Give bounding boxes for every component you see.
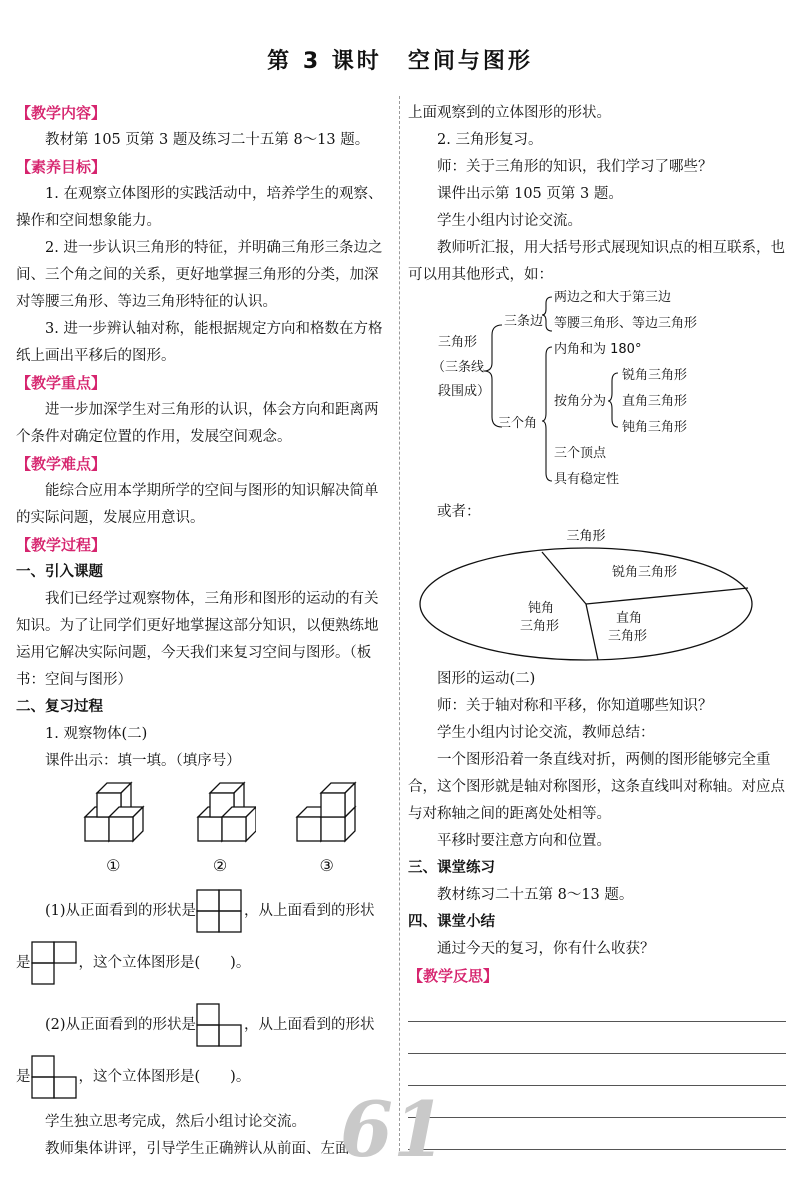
reflection-line[interactable] — [408, 1086, 786, 1118]
tree-root-sub1: （三条线 — [432, 360, 485, 375]
cube-drawing-1 — [77, 781, 149, 845]
q1-front-shape — [196, 889, 244, 933]
column-divider — [399, 96, 400, 1156]
axis-text: 一个图形沿着一条直线对折，两侧的图形能够完全重合，这个图形就是轴对称图形，这条直线叫对称轴。对应点与对称轴之间的距离处处相等。 — [408, 752, 785, 822]
summary-text: 学生小组内讨论交流，教师总结： — [437, 725, 655, 741]
q1-answer-text: ，这个立体图形是( — [78, 955, 201, 971]
tree-root: 三角形 — [438, 335, 478, 350]
tree-angle-sum: 内角和为 180° — [554, 342, 642, 357]
q2-top-text: ，从上面看到的形状 — [244, 1017, 375, 1033]
lesson-topic: 空间与图形 — [407, 49, 533, 74]
section-4-text: 通过今天的复习，你有什么收获？ — [437, 941, 655, 957]
figure-label-1: ① — [106, 856, 121, 875]
page-number: 61 — [340, 1085, 446, 1174]
right-column — [408, 100, 786, 1150]
observe-title: 1. 观察物体(二) — [45, 726, 148, 742]
heading-difficulty: 【教学难点】 — [16, 455, 107, 473]
cube-drawing-3 — [291, 781, 363, 845]
left-column — [16, 100, 392, 1163]
triangle-brace-diagram — [408, 289, 786, 499]
tree-stable: 具有稳定性 — [554, 472, 620, 487]
tree-sides: 三条边 — [504, 314, 544, 329]
content-text: 教材第 105 页第 3 题及练习二十五第 8～13 题。 — [45, 132, 370, 148]
q2-shi: 是 — [16, 1069, 31, 1085]
q1-front-text: (1)从正面看到的形状是 — [45, 903, 197, 919]
group-discuss: 学生小组内讨论交流。 — [437, 213, 582, 229]
section-3-text: 教材练习二十五第 8～13 题。 — [437, 887, 634, 903]
tree-right: 直角三角形 — [622, 394, 688, 409]
tree-angles: 三个角 — [498, 416, 538, 431]
question-1 — [16, 885, 392, 989]
report-text: 教师听汇报，用大括号形式展现知识点的相互联系，也可以用其他形式，如： — [408, 240, 785, 283]
cube-drawing-2 — [184, 781, 256, 845]
brace-sides — [542, 297, 552, 331]
q1-shi: 是 — [16, 955, 31, 971]
figure-label-2: ② — [212, 856, 228, 875]
heading-key: 【教学重点】 — [16, 374, 107, 392]
lesson-number: 第 3 课时 — [267, 49, 382, 74]
triangle-ellipse-diagram — [408, 526, 786, 666]
section-2-title: 二、复习过程 — [16, 699, 103, 715]
heading-process: 【教学过程】 — [16, 536, 107, 554]
tree-obtuse: 钝角三角形 — [622, 420, 688, 435]
heading-content: 【教学内容】 — [16, 104, 107, 122]
goal-1: 1. 在观察立体图形的实践活动中，培养学生的观察、操作和空间想象能力。 — [16, 186, 383, 229]
independent-text: 学生独立思考完成，然后小组讨论交流。 — [45, 1114, 306, 1130]
tree-side1: 两边之和大于第三边 — [554, 290, 672, 305]
page-title — [0, 44, 800, 75]
key-text: 进一步加深学生对三角形的认识，体会方向和距离两个条件对确定位置的作用，发展空间观念。 — [16, 402, 379, 445]
teacher-text: 教师集体讲评，引导学生正确辨认从前面、左面、 — [45, 1141, 364, 1157]
courseware-show: 课件出示第 105 页第 3 题。 — [437, 186, 623, 202]
q2-top-shape — [31, 1055, 79, 1099]
q1-answer-close: )。 — [230, 955, 251, 971]
ellipse-acute: 锐角三角形 — [612, 565, 678, 580]
q2-answer-text: ，这个立体图形是( — [78, 1069, 201, 1085]
section-4-title: 四、课堂小结 — [408, 914, 495, 930]
motion-title: 图形的运动(二) — [437, 671, 536, 687]
continuation-text: 上面观察到的立体图形的形状。 — [408, 105, 611, 121]
ellipse-divider-2 — [586, 588, 748, 604]
ellipse-divider-1 — [542, 552, 586, 604]
q1-top-text: ，从上面看到的形状 — [244, 903, 375, 919]
q1-top-shape — [31, 941, 79, 985]
reflection-line[interactable] — [408, 990, 786, 1022]
difficulty-text: 能综合应用本学期所学的空间与图形的知识解决简单的实际问题，发展应用意识。 — [16, 483, 379, 526]
ellipse-obtuse-2: 三角形 — [520, 619, 560, 634]
goal-3: 3. 进一步辨认轴对称，能根据规定方向和格数在方格纸上画出平移后的图形。 — [16, 321, 383, 364]
tree-root-sub2: 段围成） — [438, 384, 491, 399]
q2-front-shape — [196, 1003, 244, 1047]
brace-angles — [542, 347, 552, 481]
tree-acute: 锐角三角形 — [622, 368, 688, 383]
heading-goals: 【素养目标】 — [16, 158, 107, 176]
tree-by-angle: 按角分为 — [554, 394, 607, 409]
reflection-lines[interactable] — [408, 990, 786, 1150]
translate-text: 平移时要注意方向和位置。 — [437, 833, 611, 849]
tree-vertices: 三个顶点 — [554, 446, 607, 461]
q2-answer-close: )。 — [230, 1069, 251, 1085]
teacher-question: 师：关于三角形的知识，我们学习了哪些？ — [437, 159, 713, 175]
cube-figure-2 — [184, 781, 256, 877]
ellipse-obtuse-1: 钝角 — [528, 601, 555, 616]
goal-2: 2. 进一步认识三角形的特征，并明确三角形三条边之间、三个角之间的关系，更好地掌握三角形的分类，加深对等腰三角形、等边三角形特征的认识。 — [16, 240, 383, 310]
tree-side2: 等腰三角形、等边三角形 — [554, 316, 698, 331]
section-3-title: 三、课堂练习 — [408, 860, 495, 876]
reflection-line[interactable] — [408, 1118, 786, 1150]
cube-figure-1 — [77, 781, 149, 877]
ellipse-right-2: 三角形 — [608, 629, 648, 644]
heading-reflection: 【教学反思】 — [408, 967, 499, 985]
figure-label-3: ③ — [319, 856, 334, 875]
brace-by-angle — [608, 373, 618, 427]
ellipse-right-1: 直角 — [616, 611, 643, 626]
teacher-question-2: 师：关于轴对称和平移，你知道哪些知识？ — [437, 698, 713, 714]
courseware-prompt: 课件出示：填一填。（填序号） — [45, 753, 241, 769]
ellipse-title: 三角形 — [566, 529, 606, 544]
or-text: 或者： — [437, 504, 481, 520]
ellipse-divider-3 — [586, 604, 598, 660]
cube-figures — [60, 781, 380, 877]
section-1-title: 一、引入课题 — [16, 564, 103, 580]
section-1-text: 我们已经学过观察物体，三角形和图形的运动的有关知识。为了让同学们更好地掌握这部分知识，以便熟练地运用它解决实际问题，今天我们来复习空间与图形。（板书：空间与图形） — [16, 591, 379, 688]
cube-figure-3 — [291, 781, 363, 877]
reflection-line[interactable] — [408, 1054, 786, 1086]
triangle-review-title: 2. 三角形复习。 — [437, 132, 543, 148]
brace-main — [484, 325, 502, 427]
q2-front-text: (2)从正面看到的形状是 — [45, 1017, 197, 1033]
reflection-line[interactable] — [408, 1022, 786, 1054]
question-2 — [16, 999, 392, 1103]
